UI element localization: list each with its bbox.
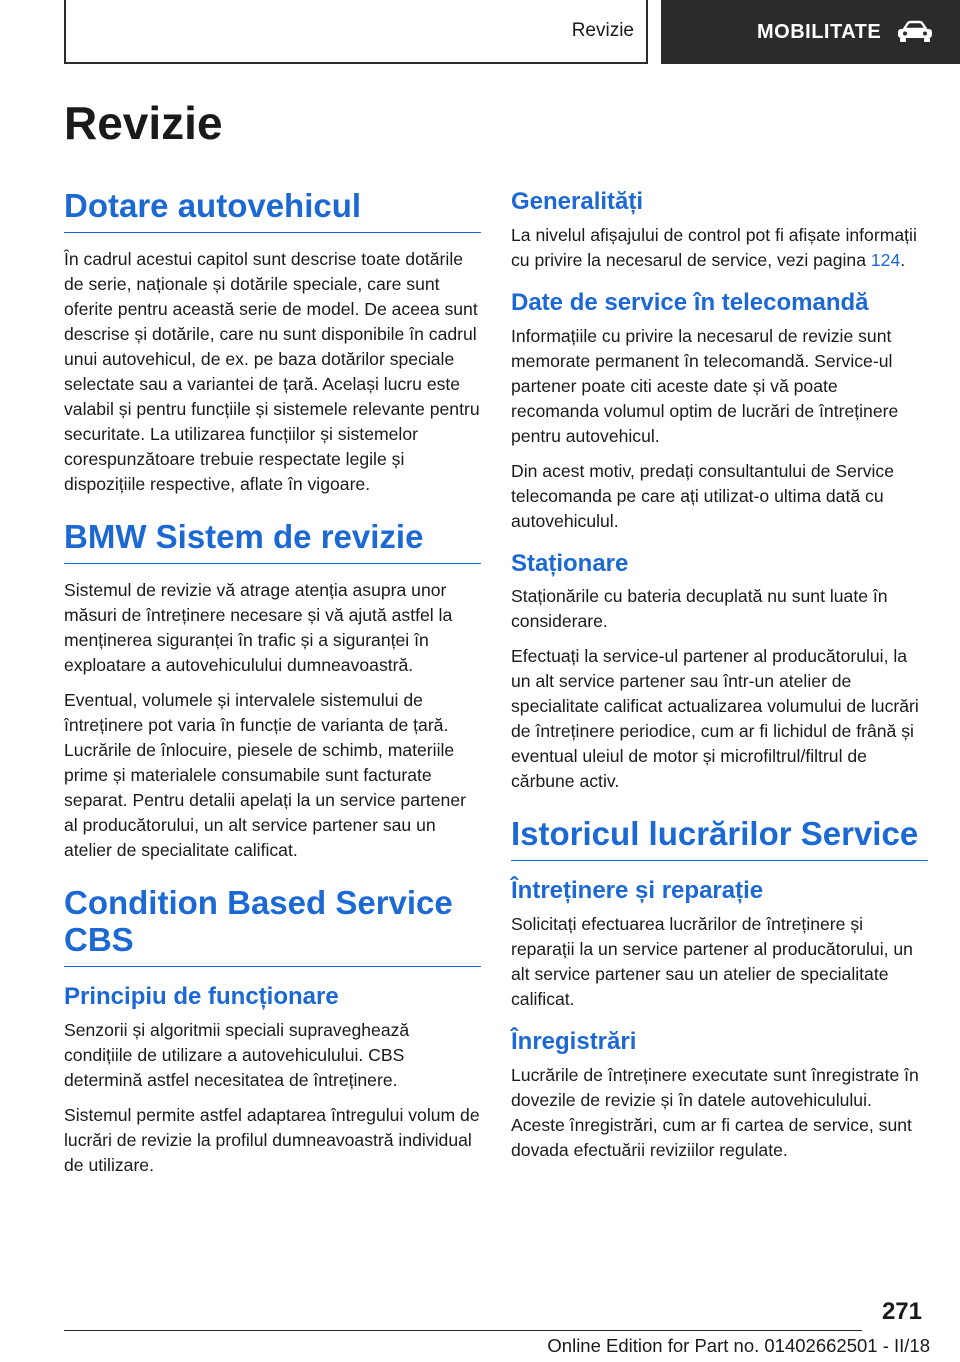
footer-edition: Online Edition for Part no. 01402662501 - II/18 [547, 1335, 930, 1356]
section-title-cbs: Condition Based Service CBS [64, 885, 481, 967]
section-title-bmw-sistem: BMW Sistem de revizie [64, 519, 481, 564]
paragraph-cbs-2: Sistemul permite astfel adaptarea întregului volum de lucrări de revizie la profilul dumneavoastră individual de utilizare. [64, 1104, 480, 1175]
paragraph-bmw-1: Sistemul de revizie vă atrage atenția asupra unor măsuri de întreținere necesare și vă ajută astfel la menținerea siguranței în trafic și a siguranței în exploatare a autovehiculului dumneavoastră. [64, 579, 453, 675]
paragraph-bmw-2: Eventual, volumele și intervalele sistemului de întreținere pot varia în funcție de varianta de țară. Lucrările de înlocuire, piesele de schimb, materiile prime și materialele consumabile sunt facturate separat. Pentru detalii apelați la un service partener al producătorului, un alt service partener sau un atelier de specialitate calificat. [64, 689, 466, 860]
paragraph-intretinere: Solicitați efectuarea lucrărilor de întreținere și reparații la un service partener al producătorului, un alt service partener sau un atelier de specialitate calificat. [511, 914, 913, 1010]
section-title-dotare: Dotare autovehicul [64, 188, 481, 233]
paragraph-inregistrari: Lucrările de întreținere executate sunt înregistrate în dovezile de revizie și în datele autovehiculului. Aceste înregistrări, cum ar fi cartea de service, sunt dovada efectuării reviziilor regulate. [511, 1064, 919, 1160]
header-section-box [64, 0, 648, 64]
subsection-title-principiu: Principiu de funcționare [64, 982, 339, 1010]
subsection-title-generalitati: Generalități [511, 188, 644, 215]
generalitati-text: La nivelul afișajului de control pot fi afișate informații cu privire la necesarul de service, vezi pagina [511, 224, 917, 270]
paragraph-telecomanda-1: Informațiile cu privire la necesarul de revizie sunt memorate permanent în telecomandă. Service-ul partener poate citi aceste date și vă poate recomanda volumul optim de lucrări de întreținere pentru autovehicul. [511, 325, 899, 446]
header-chapter-label: MOBILITATE [757, 20, 882, 43]
subsection-title-stationare: Staționare [511, 549, 629, 577]
paragraph-cbs-1: Senzorii și algoritmii speciali supraveghează condițiile de utilizare a autovehiculului. CBS determină astfel necesitatea de întreținere. [64, 1019, 410, 1090]
car-icon [895, 20, 935, 44]
section-title-istoric: Istoricul lucrărilor Service [511, 816, 928, 861]
page-reference-link[interactable]: 124 [870, 249, 901, 270]
page-number: 271 [881, 1298, 922, 1325]
header-chapter-box [661, 0, 960, 64]
subsection-title-intretinere: Întreținere și reparație [511, 877, 764, 905]
paragraph-dotare: În cadrul acestui capitol sunt descrise toate dotările de serie, naționale și dotările speciale, care sunt oferite pentru această serie de model. De aceea sunt descrise și dotările, care nu sunt disponibile în cadrul unui autovehicul, de ex. pe baza dotărilor speciale selectate sau a variantei de țară. Același lucru este valabil și pentru funcțiile și sistemele relevante pentru securitate. La utilizarea funcțiilor și sistemelor corespunzătoare trebuie respectate legile și dispozițiile respective, aflate în vigoare. [64, 248, 480, 494]
left-column [64, 188, 481, 1188]
paragraph-generalitati [511, 223, 928, 273]
footer-divider [64, 1330, 862, 1331]
generalitati-text-end: . [900, 249, 906, 270]
paragraph-stationare-2: Efectuați la service-ul partener al producătorului, la un alt service partener sau într-un atelier de specialitate calificat actualizarea volumului de lucrări de întreținere periodice, cum ar fi lichidul de frână și eventual uleiul de motor și microfiltrul/filtrul de cărbune activ. [511, 646, 919, 792]
subsection-title-telecomanda: Date de service în telecomandă [511, 288, 869, 316]
right-column [511, 188, 928, 1173]
subsection-title-inregistrari: Înregistrări [511, 1028, 637, 1056]
paragraph-stationare-1: Staționările cu bateria decuplată nu sunt luate în considerare. [511, 586, 888, 632]
paragraph-telecomanda-2: Din acest motiv, predați consultantului de Service telecomanda pe care ați utilizat-o ultima dată cu autovehiculul. [511, 460, 895, 531]
header-section-label: Revizie [571, 20, 634, 41]
page-title: Revizie [64, 97, 223, 149]
